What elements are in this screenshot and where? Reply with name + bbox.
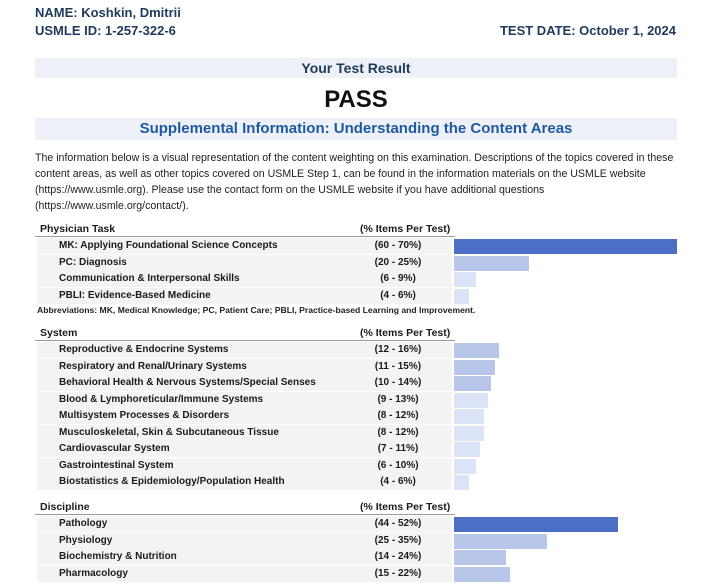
result-status: PASS [324, 86, 388, 113]
row-range: (7 - 11%) [377, 443, 419, 454]
weight-bar [454, 550, 506, 565]
column-header-system: (% Items Per Test) [360, 327, 451, 339]
row-label: PC: Diagnosis [59, 256, 127, 268]
row-range: (8 - 12%) [377, 410, 419, 421]
section-rule [35, 514, 455, 515]
weight-bar [454, 272, 476, 287]
weight-bar [454, 360, 495, 375]
row-label: Biostatistics & Epidemiology/Population Health [59, 476, 285, 487]
row-range: (25 - 35%) [374, 534, 422, 546]
weight-bar [454, 517, 618, 532]
abbreviations-note: Abbreviations: MK, Medical Knowledge; PC, Patient Care; PBLI, Practice-based Learning and Improvement. [37, 305, 476, 315]
section-title-system: System [40, 327, 78, 339]
weight-bar [454, 426, 484, 441]
weight-bar [454, 442, 480, 457]
section-rule [35, 340, 455, 341]
row-label: MK: Applying Foundational Science Concepts [59, 240, 278, 251]
row-range: (11 - 15%) [374, 360, 422, 372]
weight-bar [454, 256, 529, 271]
test-date: TEST DATE: October 1, 2024 [499, 23, 676, 38]
row-label: Biochemistry & Nutrition [59, 551, 177, 562]
row-range: (20 - 25%) [374, 256, 422, 268]
weight-bar [454, 343, 499, 358]
supplemental-heading: Supplemental Information: Understanding the Content Areas [139, 120, 573, 137]
weight-bar [454, 459, 476, 474]
row-label: Pharmacology [59, 567, 128, 579]
candidate-name: NAME: Koshkin, Dmitrii [35, 5, 181, 20]
row-label: Musculoskeletal, Skin & Subcutaneous Tissue [59, 426, 279, 438]
row-label: Reproductive & Endocrine Systems [59, 344, 229, 355]
row-range: (9 - 13%) [377, 393, 419, 405]
weight-bar [454, 475, 469, 490]
row-label: Physiology [59, 534, 113, 546]
row-range: (4 - 6%) [380, 289, 416, 301]
row-label: Gastrointestinal System [59, 459, 174, 471]
result-heading-band [35, 58, 677, 78]
weight-bar [454, 289, 469, 304]
row-range: (4 - 6%) [380, 476, 416, 487]
intro-paragraph: The information below is a visual representation of the content weighting on this examination. Descriptions of the topics covered in these content areas, as well as other topics covered on USMLE Step 1, can be found in the information materials on the USMLE website (https://www.usmle.org). Please use the contact form on the USMLE website if you have additional questions (https://www.usmle.org/contact/). [35, 152, 674, 212]
row-label: Cardiovascular System [59, 443, 170, 454]
row-range: (6 - 9%) [380, 273, 416, 284]
weight-bar [454, 376, 491, 391]
weight-bar [454, 534, 547, 549]
section-rule [35, 236, 455, 237]
row-range: (60 - 70%) [374, 240, 422, 251]
row-label: Respiratory and Renal/Urinary Systems [59, 360, 247, 372]
row-label: Blood & Lymphoreticular/Immune Systems [59, 393, 264, 405]
row-label: Behavioral Health & Nervous Systems/Special Senses [59, 377, 316, 388]
row-label: Pathology [59, 518, 108, 529]
result-heading: Your Test Result [301, 60, 411, 76]
row-label: Communication & Interpersonal Skills [59, 273, 240, 284]
weight-bar [454, 409, 484, 424]
usmle-id: USMLE ID: 1-257-322-6 [35, 23, 176, 38]
row-range: (14 - 24%) [374, 551, 422, 562]
row-range: (10 - 14%) [374, 377, 422, 388]
row-label: PBLI: Evidence-Based Medicine [59, 289, 211, 301]
row-range: (6 - 10%) [377, 459, 419, 471]
row-range: (8 - 12%) [377, 426, 419, 438]
supplemental-heading-band [35, 118, 677, 140]
section-title-physician-task: Physician Task [40, 223, 116, 235]
row-label: Multisystem Processes & Disorders [59, 410, 230, 421]
column-header-physician-task: (% Items Per Test) [360, 223, 451, 235]
row-range: (15 - 22%) [374, 567, 422, 579]
weight-bar [454, 239, 677, 254]
row-range: (12 - 16%) [374, 344, 422, 355]
row-range: (44 - 52%) [374, 518, 422, 529]
weight-bar [454, 393, 488, 408]
column-header-discipline: (% Items Per Test) [360, 501, 451, 513]
section-title-discipline: Discipline [40, 501, 90, 513]
weight-bar [454, 567, 510, 582]
